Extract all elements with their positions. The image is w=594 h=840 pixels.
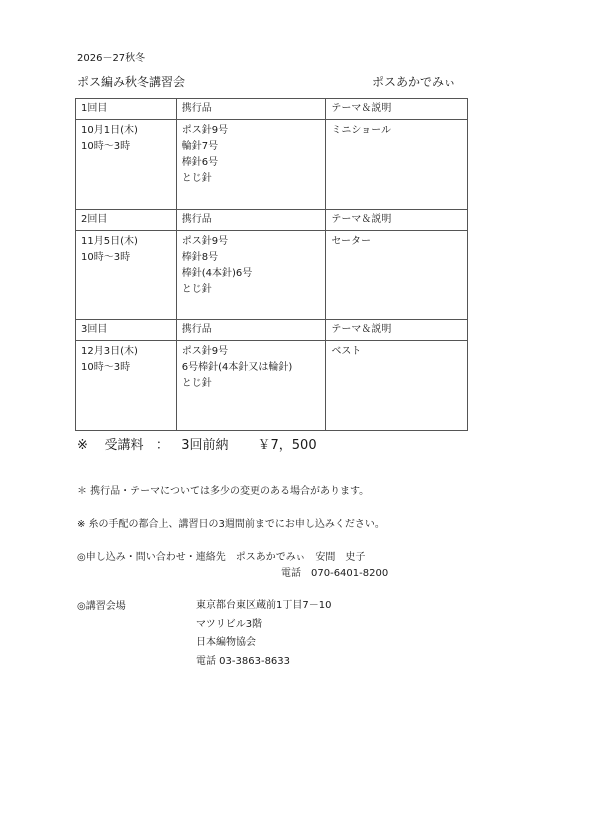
theme-cell: セーター [326, 231, 468, 320]
table-row [76, 320, 468, 341]
list-item: 棒針6号 [181, 157, 219, 168]
contact-info: ◎申し込み・問い合わせ・連絡先 ポスあかでみぃ 安間 史子 [77, 552, 366, 563]
items-cell [176, 120, 326, 210]
schedule-table [75, 98, 468, 431]
list-item: ポス針9号 [181, 125, 229, 136]
list-item: 6号棒針(4本針又は輪針) [181, 362, 293, 373]
fee-label: 受講料 [104, 438, 144, 453]
theme-header: テーマ＆説明 [326, 320, 468, 341]
table-row [76, 231, 468, 320]
list-item: とじ針 [181, 284, 212, 295]
session-date: 10月1日(木) [81, 125, 138, 136]
list-item: とじ針 [181, 173, 212, 184]
items-cell [176, 231, 326, 320]
list-item: ポス針9号 [181, 346, 229, 357]
list-item: ポス針9号 [181, 236, 229, 247]
session-label: 3回目 [76, 320, 177, 341]
session-date: 12月3日(木) [81, 346, 138, 357]
venue-name: 日本編物協会 [196, 637, 256, 648]
venue-phone: 電話 03-3863-8633 [196, 655, 291, 667]
venue-building: マツリビル3階 [196, 618, 263, 630]
year-range: 2026－27秋冬 [77, 53, 146, 64]
theme-cell: ミニショール [326, 120, 468, 210]
venue-label: ◎講習会場 [77, 601, 126, 612]
note-mark-icon: ※ [77, 438, 88, 453]
session-time: 10時～3時 [81, 141, 131, 152]
note-deadline: ※ 糸の手配の都合上、講習日の3週間前までにお申し込みください。 [77, 519, 385, 530]
note-changes: ＊ 携行品・テーマについては多少の変更のある場合があります。 [77, 486, 370, 497]
fee-line [77, 434, 317, 453]
date-cell [76, 341, 177, 431]
items-cell [176, 341, 326, 431]
fee-amount: ￥7，500 [257, 438, 317, 453]
list-item: 輪針7号 [181, 141, 219, 152]
session-time: 10時～3時 [81, 252, 131, 263]
list-item: とじ針 [181, 378, 212, 389]
list-item: 棒針(4本針)6号 [181, 268, 253, 279]
items-header: 携行品 [176, 320, 326, 341]
theme-cell: ベスト [326, 341, 468, 431]
date-cell [76, 231, 177, 320]
fee-payment: 3回前納 [181, 438, 229, 453]
table-row [76, 210, 468, 231]
theme-header: テーマ＆説明 [326, 99, 468, 120]
session-label: 2回目 [76, 210, 177, 231]
page-title: ポス編み秋冬講習会 [77, 75, 186, 89]
items-header: 携行品 [176, 99, 326, 120]
session-time: 10時～3時 [81, 362, 131, 373]
contact-phone: 電話 070-6401-8200 [281, 568, 389, 579]
table-row [76, 341, 468, 431]
venue-address: 東京都台東区蔵前1丁目7－10 [196, 600, 332, 611]
organizer-name: ポスあかでみぃ [372, 75, 456, 89]
table-row [76, 99, 468, 120]
venue-block [196, 597, 331, 671]
session-date: 11月5日(木) [81, 236, 138, 247]
list-item: 棒針8号 [181, 252, 219, 263]
fee-colon: ： [155, 438, 169, 453]
theme-header: テーマ＆説明 [326, 210, 468, 231]
items-header: 携行品 [176, 210, 326, 231]
session-label: 1回目 [76, 99, 177, 120]
table-row [76, 120, 468, 210]
date-cell [76, 120, 177, 210]
